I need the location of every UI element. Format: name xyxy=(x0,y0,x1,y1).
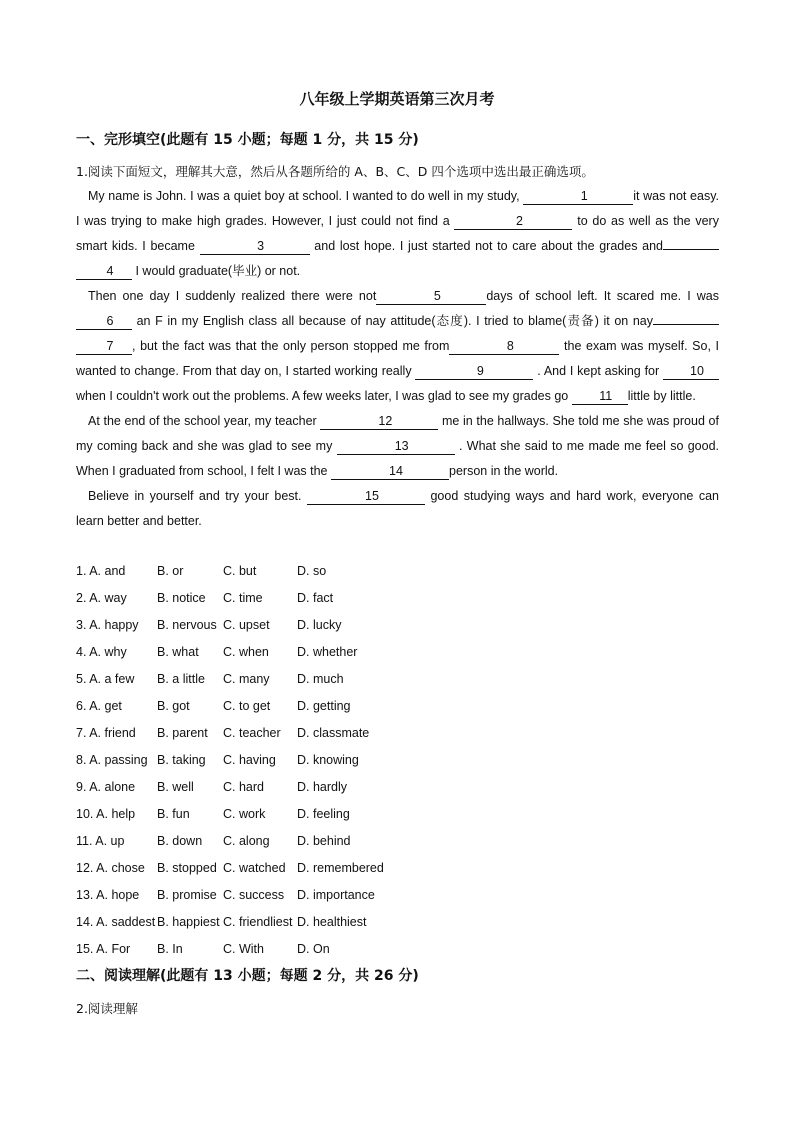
option-d[interactable]: D. healthiest xyxy=(297,915,367,929)
option-b[interactable]: B. down xyxy=(157,834,203,848)
option-d[interactable]: D. remembered xyxy=(297,861,384,875)
passage-text: the exam was myself. So, I wanted to change. From that day on, I started working really xyxy=(76,339,719,378)
section-1-instruction: 1.阅读下面短文，理解其大意，然后从各题所给的 A、B、C、D 四个选项中选出最正确选项。 xyxy=(76,164,594,179)
blank-11: 11 xyxy=(572,389,628,405)
option-d[interactable]: D. importance xyxy=(297,888,375,902)
option-a[interactable]: 2. A. way xyxy=(76,591,127,605)
blank-4: 4 xyxy=(76,264,132,280)
blank-7: 7 xyxy=(76,339,132,355)
option-b[interactable]: B. nervous xyxy=(157,618,217,632)
exam-title: 八年级上学期英语第三次月考 xyxy=(299,90,495,108)
option-a[interactable]: 14. A. saddest xyxy=(76,915,156,929)
passage-text: little by little. xyxy=(627,389,696,403)
option-d[interactable]: D. hardly xyxy=(297,780,348,794)
option-a[interactable]: 10. A. help xyxy=(76,807,136,821)
passage-text: . And I kept asking for xyxy=(537,364,660,378)
blank-1: 1 xyxy=(523,189,633,205)
blank-5: 5 xyxy=(376,289,486,305)
option-b[interactable]: B. taking xyxy=(157,753,206,767)
passage-text: At the end of the school year, my teacher xyxy=(88,414,317,428)
option-b[interactable]: B. fun xyxy=(157,807,190,821)
option-d[interactable]: D. much xyxy=(297,672,344,686)
blank-3: 3 xyxy=(200,239,310,255)
option-c[interactable]: C. many xyxy=(223,672,270,686)
option-a[interactable]: 13. A. hope xyxy=(76,888,140,902)
passage-text: when I couldn't work out the problems. A few weeks later, I was glad to see my grades go xyxy=(76,389,569,403)
option-c[interactable]: C. having xyxy=(223,753,276,767)
section-1-heading: 一、完形填空(此题有 15 小题；每题 1 分，共 15 分) xyxy=(76,132,419,148)
cloze-passage xyxy=(76,184,719,534)
section-2-heading: 二、阅读理解(此题有 13 小题；每题 2 分，共 26 分) xyxy=(76,968,419,984)
passage-text: Believe in yourself and try your best. xyxy=(88,489,302,503)
option-d[interactable]: D. lucky xyxy=(297,618,342,632)
option-b[interactable]: B. what xyxy=(157,645,199,659)
passage-paragraph-1 xyxy=(76,184,719,284)
option-d[interactable]: D. behind xyxy=(297,834,351,848)
option-c[interactable]: C. hard xyxy=(223,780,264,794)
blank-7-lead xyxy=(653,309,719,325)
option-a[interactable]: 8. A. passing xyxy=(76,753,148,767)
passage-text: it was not easy. I was trying to make high grades. However, I just could not find a xyxy=(76,189,719,228)
passage-text: Then one day I suddenly realized there were not xyxy=(88,289,377,303)
option-d[interactable]: D. getting xyxy=(297,699,351,713)
blank-15: 15 xyxy=(307,489,425,505)
option-a[interactable]: 4. A. why xyxy=(76,645,127,659)
option-a[interactable]: 11. A. up xyxy=(76,834,125,848)
option-c[interactable]: C. upset xyxy=(223,618,270,632)
option-c[interactable]: C. With xyxy=(223,942,264,956)
option-b[interactable]: B. well xyxy=(157,780,194,794)
passage-text: days of school left. It scared me. I was xyxy=(486,289,719,303)
passage-text: and lost hope. I just started not to care about the grades and xyxy=(314,239,663,253)
blank-8: 8 xyxy=(449,339,559,355)
option-c[interactable]: C. watched xyxy=(223,861,286,875)
option-d[interactable]: D. classmate xyxy=(297,726,370,740)
option-d[interactable]: D. whether xyxy=(297,645,358,659)
option-c[interactable]: C. teacher xyxy=(223,726,281,740)
passage-text: person in the world. xyxy=(449,464,559,478)
passage-text: an F in my English class all because of nay attitude(态度). I tried to blame(责备) it on nay xyxy=(136,314,653,328)
option-d[interactable]: D. so xyxy=(297,564,327,578)
option-b[interactable]: B. stopped xyxy=(157,861,217,875)
blank-10: 10 xyxy=(663,364,719,380)
option-a[interactable]: 7. A. friend xyxy=(76,726,136,740)
option-b[interactable]: B. or xyxy=(157,564,184,578)
option-c[interactable]: C. along xyxy=(223,834,270,848)
blank-14: 14 xyxy=(331,464,449,480)
option-c[interactable]: C. but xyxy=(223,564,257,578)
passage-paragraph-4 xyxy=(76,484,719,534)
option-c[interactable]: C. to get xyxy=(223,699,271,713)
option-a[interactable]: 12. A. chose xyxy=(76,861,145,875)
option-c[interactable]: C. time xyxy=(223,591,263,605)
option-b[interactable]: B. got xyxy=(157,699,190,713)
blank-4-lead xyxy=(663,234,719,250)
option-b[interactable]: B. a little xyxy=(157,672,205,686)
blank-12: 12 xyxy=(320,414,438,430)
option-a[interactable]: 9. A. alone xyxy=(76,780,136,794)
passage-text: I would graduate(毕业) or not. xyxy=(135,264,301,278)
passage-paragraph-2 xyxy=(76,284,719,409)
option-b[interactable]: B. notice xyxy=(157,591,206,605)
option-a[interactable]: 3. A. happy xyxy=(76,618,139,632)
option-d[interactable]: D. feeling xyxy=(297,807,350,821)
option-c[interactable]: C. friendliest xyxy=(223,915,293,929)
option-a[interactable]: 5. A. a few xyxy=(76,672,135,686)
option-b[interactable]: B. In xyxy=(157,942,183,956)
blank-6: 6 xyxy=(76,314,132,330)
passage-paragraph-3 xyxy=(76,409,719,484)
passage-text: My name is John. I was a quiet boy at school. I wanted to do well in my study, xyxy=(88,189,520,203)
option-c[interactable]: C. work xyxy=(223,807,266,821)
passage-text: to do as well as the very smart kids. I became xyxy=(76,214,719,253)
option-c[interactable]: C. when xyxy=(223,645,269,659)
blank-13: 13 xyxy=(337,439,455,455)
passage-text: good studying ways and hard work, everyone can learn better and better. xyxy=(76,489,719,528)
passage-text: , but the fact was that the only person stopped me from xyxy=(132,339,450,353)
option-b[interactable]: B. happiest xyxy=(157,915,220,929)
section-2-subheading: 2.阅读理解 xyxy=(76,1001,138,1016)
passage-text: . What she said to me made me feel so good. When I graduated from school, I felt I was the xyxy=(76,439,719,478)
option-a[interactable]: 6. A. get xyxy=(76,699,122,713)
option-d[interactable]: D. On xyxy=(297,942,330,956)
option-b[interactable]: B. parent xyxy=(157,726,208,740)
option-c[interactable]: C. success xyxy=(223,888,285,902)
blank-9: 9 xyxy=(415,364,533,380)
option-b[interactable]: B. promise xyxy=(157,888,217,902)
passage-text: me in the hallways. She told me she was proud of my coming back and she was glad to see my xyxy=(76,414,719,453)
option-a[interactable]: 15. A. For xyxy=(76,942,131,956)
option-d[interactable]: D. knowing xyxy=(297,753,359,767)
option-a[interactable]: 1. A. and xyxy=(76,564,126,578)
blank-2: 2 xyxy=(454,214,572,230)
option-d[interactable]: D. fact xyxy=(297,591,334,605)
